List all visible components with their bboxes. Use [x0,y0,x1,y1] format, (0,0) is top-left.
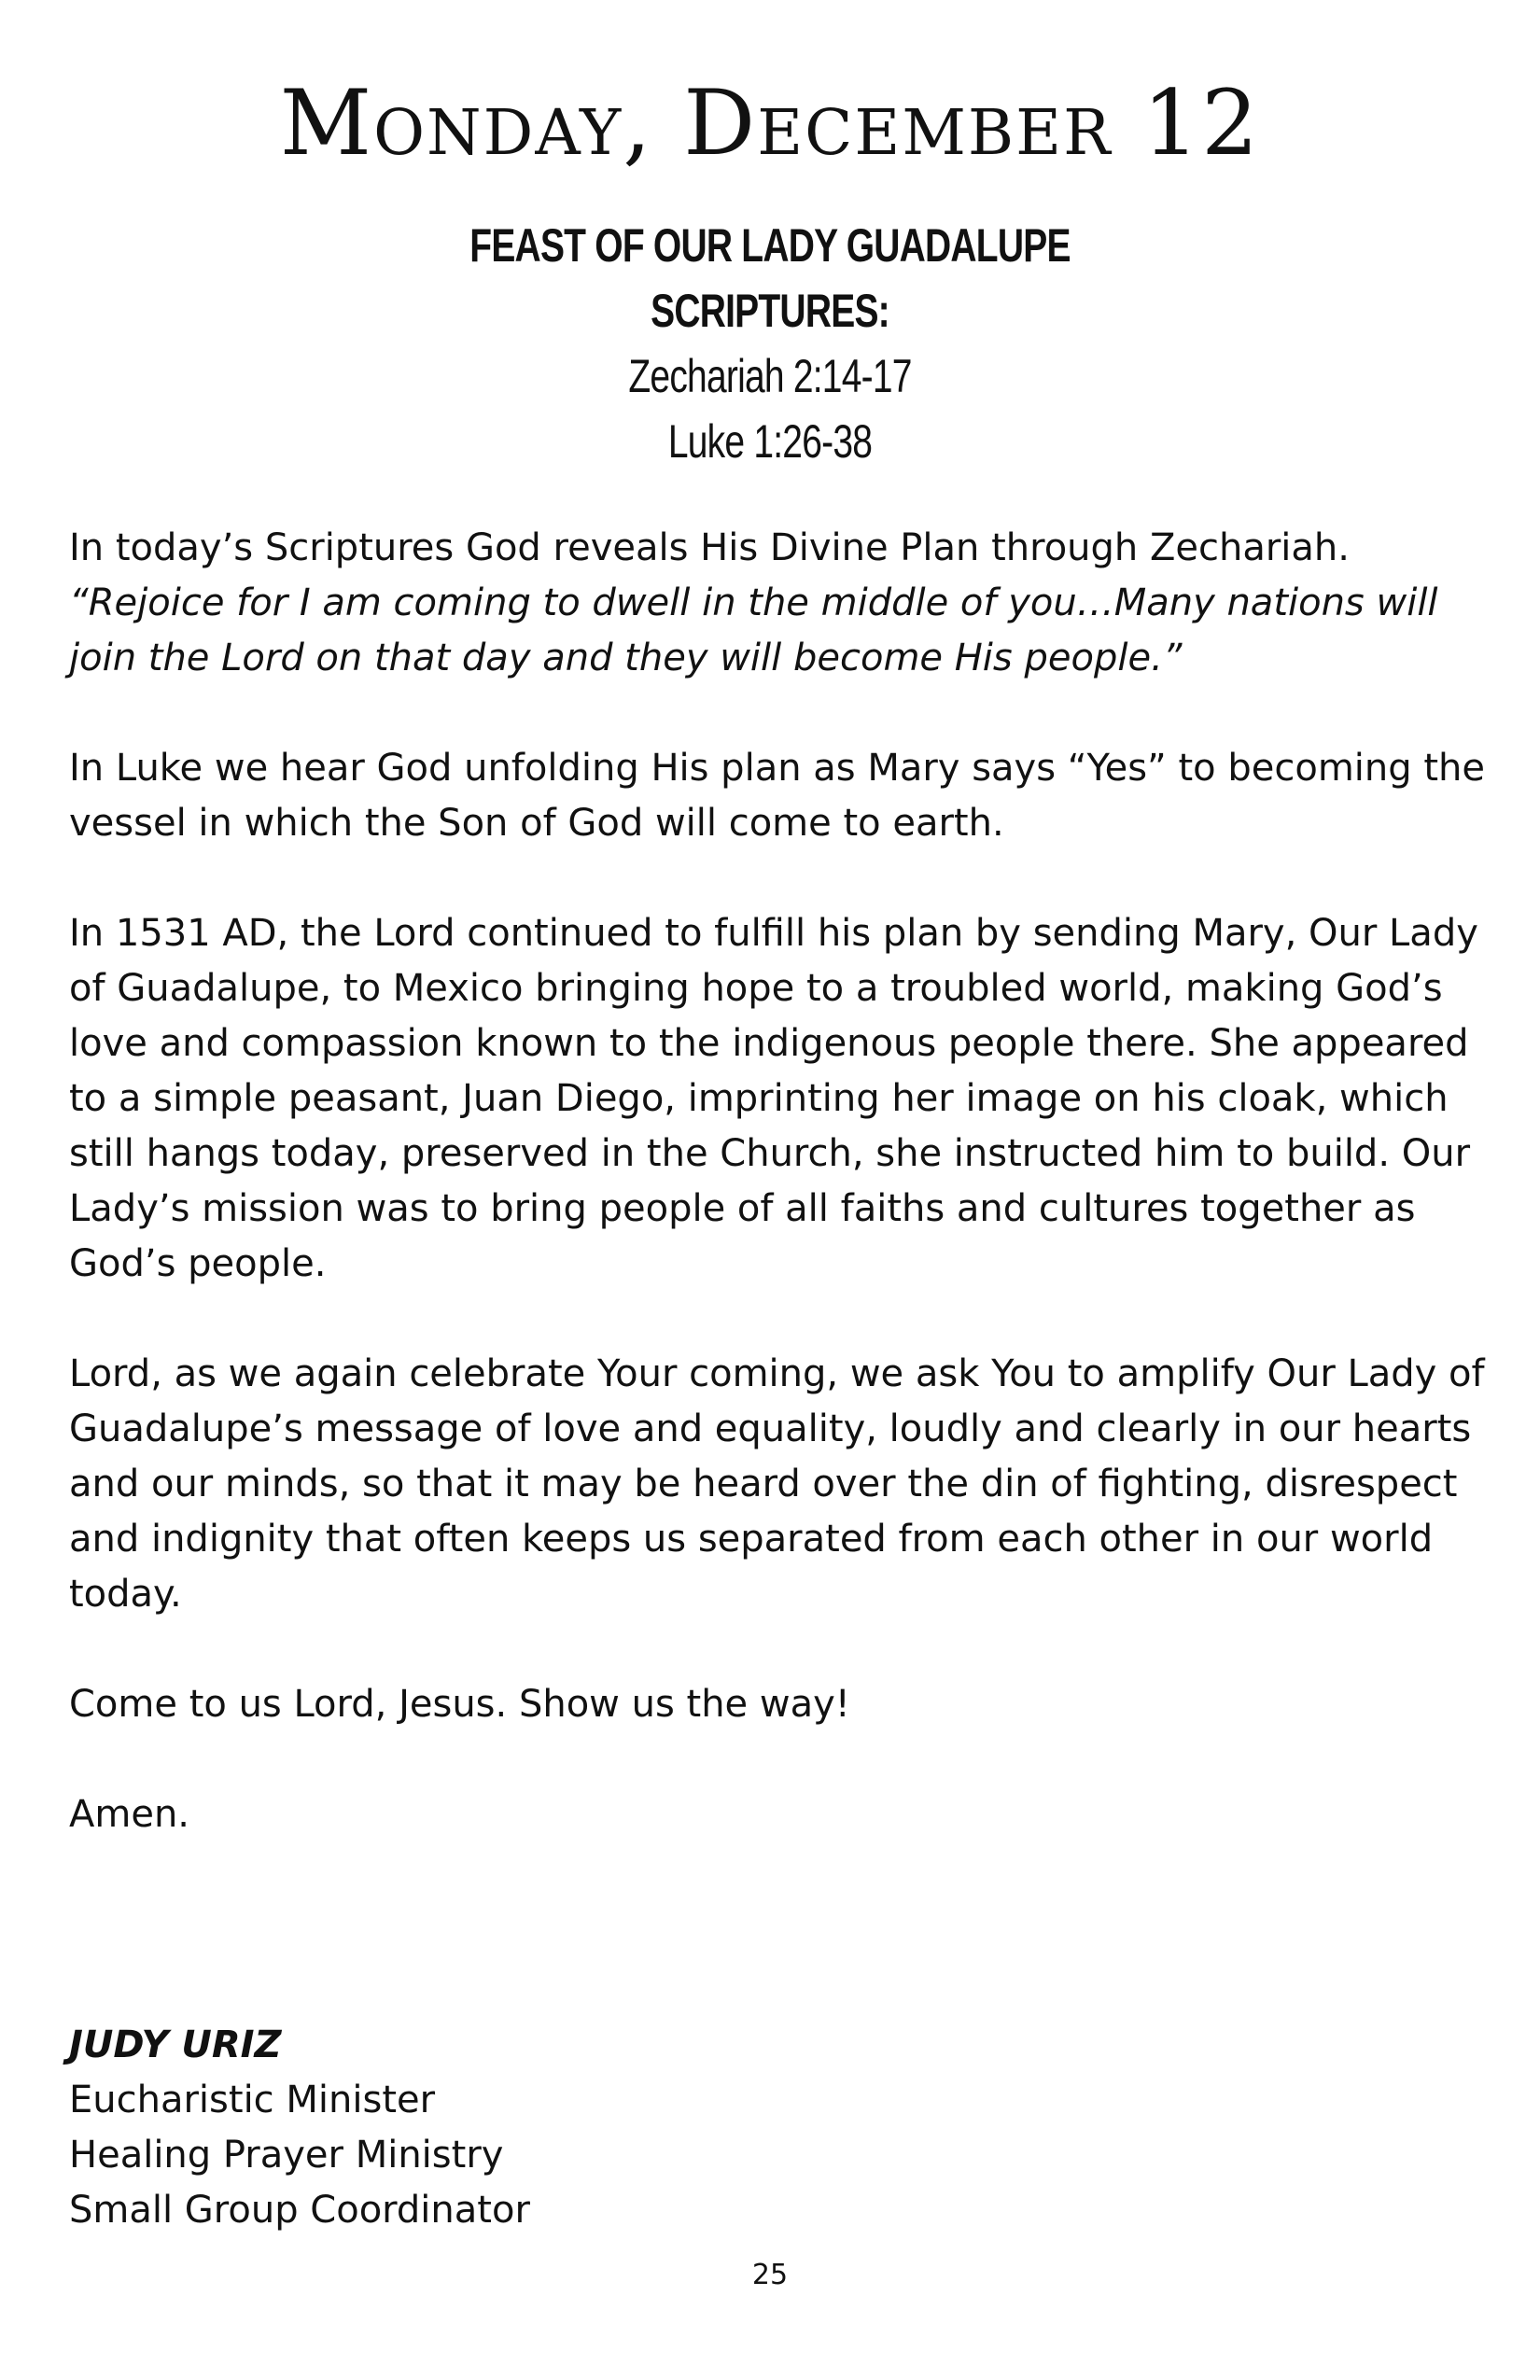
author-role: Eucharistic Minister [69,2079,436,2121]
feast-title: FEAST OF OUR LADY GUADALUPE [469,219,1071,272]
author-role: Healing Prayer Ministry [69,2134,504,2177]
paragraph: Lord, as we again celebrate Your coming, we ask You to amplify Our Lady of Guadalupe’s message of love and equality, loudly and clearly in our hearts and our minds, so that it may be heard over the din of fighting, disrespect and indignity that often keeps us separated from each other in our world today. [69,1352,1485,1616]
author-role: Small Group Coordinator [69,2189,530,2232]
paragraph: Amen. [69,1793,190,1836]
scripture-quote: “Rejoice for I am coming to dwell in the middle of you…Many nations will join the Lord on that day and they will become His people.” [69,581,1438,679]
scripture-reference: Zechariah 2:14-17 [628,350,912,402]
paragraph [69,521,1488,686]
author-name: JUDY URIZ [69,2023,282,2066]
paragraph: In Luke we hear God unfolding His plan as Mary says “Yes” to becoming the vessel in which the Son of God will come to earth. [69,747,1486,845]
paragraph: Come to us Lord, Jesus. Show us the way! [69,1683,850,1726]
paragraph-text: In today’s Scriptures God reveals His Divine Plan through Zechariah. [69,526,1350,569]
scriptures-label: SCRIPTURES: [651,285,889,337]
scripture-reference: Luke 1:26-38 [667,415,873,468]
page-number: 25 [751,2259,789,2291]
author-signature [69,2018,530,2238]
reflection-body [69,521,1488,1897]
paragraph: In 1531 AD, the Lord continued to fulfill his plan by sending Mary, Our Lady of Guadalupe, to Mexico bringing hope to a troubled world, making God’s love and compassion known to the indigenous people there. She appeared to a simple peasant, Juan Diego, imprinting her image on his cloak, which still hangs today, preserved in the Church, she instructed him to build. Our Lady’s mission was to bring people of all faiths and cultures together as God’s people. [69,912,1478,1285]
page-title: Monday, December 12 [279,71,1261,175]
scripture-heading [0,213,1540,474]
